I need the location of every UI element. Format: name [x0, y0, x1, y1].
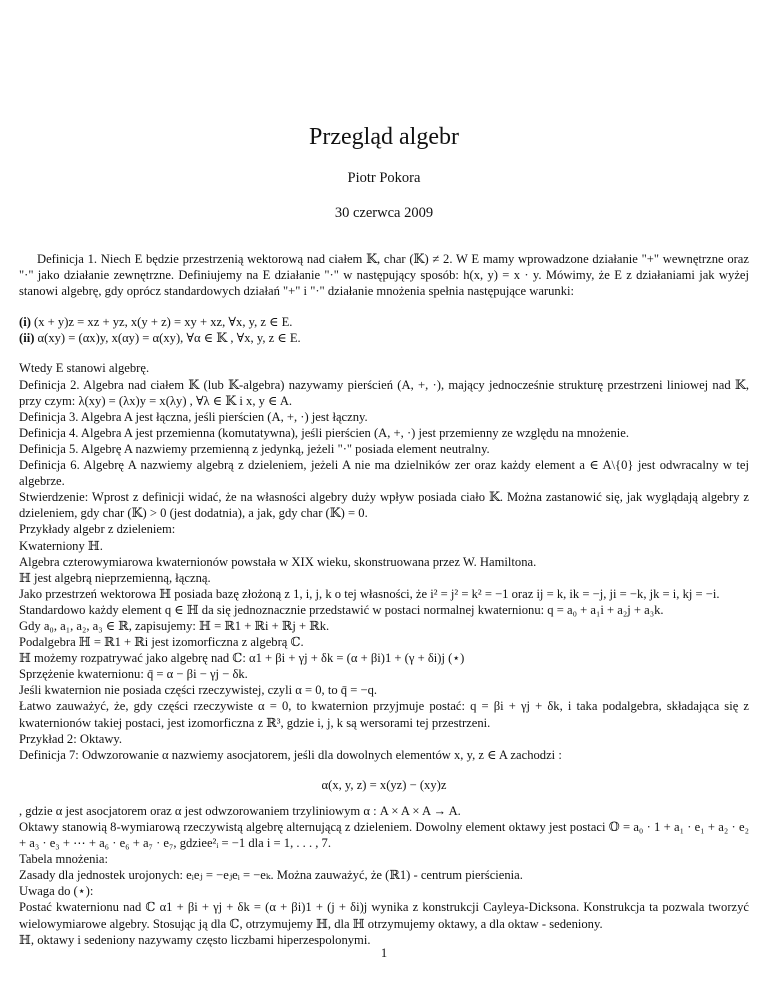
paragraph: ℍ, oktawy i sedeniony nazywamy często liczbami hiperzespolonymi. — [19, 932, 371, 947]
paragraph: Definicja 3. Algebra A jest łączna, jeśli pierścien (A, +, ·) jest łączny. — [19, 409, 368, 424]
paragraph: Jako przestrzeń wektorowa ℍ posiada bazę złożoną z 1, i, j, k o tej własności, że i² = j² = k² = −1 oraz ij = k, ik = −j, ji = −k, jk = i, kj = −i. — [19, 586, 720, 601]
paragraph: Definicja 6. Algebrę A nazwiemy algebrą z dzieleniem, jeżeli A nie ma dzielników zer oraz każdy element a ∈ A\{0} jest odwracalny w tej algebrze. — [19, 458, 749, 489]
paragraph: Łatwo zauważyć, że, gdy części rzeczywiste α = 0, to kwaternion przyjmuje postać: q = βi + γj + δk, i taka podalgebra, składająca się z kwaternionów takiej postaci, jest izomorficzna z ℝ³, gdzie i, j, k są wersorami tej przestrzeni. — [19, 699, 749, 730]
paragraph: Wtedy E stanowi algebrę. — [19, 361, 150, 376]
paragraph: Podalgebra ℍ = ℝ1 + ℝi jest izomorficzna z algebrą ℂ. — [19, 635, 304, 650]
intro-paragraph: Definicja 1. Niech E będzie przestrzenią wektorową nad ciałem 𝕂, char (𝕂) ≠ 2. W E mamy wprowadzone działanie "+" wewnętrzne oraz "·" jako działanie zewnętrzne. Definiujemy na E działanie "·" w następujący sposób: h(x, y) = x · y. Mówimy, że E z działaniami jak wyżej stanowi algebrę, gdy oprócz standardowych działań "+" i "·" działanie mnożenia spełnia następujące warunki: — [19, 252, 749, 299]
condition-item — [19, 330, 749, 346]
paragraph: Definicja 5. Algebrę A nazwiemy przemienną z jedynką, jeżeli "·" posiada element neutralny. — [19, 441, 490, 456]
condition-label: (i) — [19, 315, 31, 330]
paragraph: Jeśli kwaternion nie posiada części rzeczywistej, czyli α = 0, to q̄ = −q. — [19, 683, 378, 698]
paragraph: Definicja 4. Algebra A jest przemienna (komutatywna), jeśli pierścien (A, +, ·) jest przemienny ze względu na mnożenie. — [19, 425, 629, 440]
paragraph: Przykład 2: Oktawy. — [19, 731, 123, 746]
page-number: 1 — [380, 946, 388, 960]
date: 30 czerwca 2009 — [334, 205, 434, 221]
condition-text: α(xy) = (αx)y, x(αy) = α(xy), ∀α ∈ 𝕂 , ∀x, y, z ∈ E. — [34, 331, 301, 346]
condition-text: (x + y)z = xz + yz, x(y + z) = xy + xz, ∀x, y, z ∈ E. — [30, 315, 293, 330]
paragraph: Przykłady algebr z dzieleniem: — [19, 522, 176, 537]
author: Piotr Pokora — [347, 170, 421, 186]
paragraph: Tabela mnożenia: — [19, 852, 108, 867]
paragraph: Definicja 7: Odwzorowanie α nazwiemy asocjatorem, jeśli dla dowolnych elementów x, y, z ∈ A zachodzi : — [19, 747, 562, 762]
paragraph: Definicja 2. Algebra nad ciałem 𝕂 (lub 𝕂-algebra) nazywamy pierścień (A, +, ·), mający jednocześnie strukturę przestrzeni liniowej nad 𝕂, przy czym: λ(xy) = (λx)y = x(λy) , ∀λ ∈ 𝕂 i x, y ∈ A. — [19, 377, 749, 408]
page-title: Przegląd algebr — [309, 124, 459, 150]
paragraph: Postać kwaternionu nad ℂ α1 + βi + γj + δk = (α + βi)1 + (j + δi)j wynika z konstrukcji Cayleya-Dicksona. Konstrukcja ta pozwala tworzyć wielowymiarowe algebry. Stosując ją dla ℂ, otrzymujemy ℍ, dla ℍ otrzymujemy oktawy, a dla oktaw - sedeniony. — [19, 900, 749, 931]
paragraph: ℍ jest algebrą nieprzemienną, łączną. — [19, 570, 211, 585]
condition-item — [19, 314, 749, 330]
display-formula: α(x, y, z) = x(yz) − (xy)z — [321, 777, 447, 792]
paragraph: Zasady dla jednostek urojonych: eᵢeⱼ = −eⱼeᵢ = −eₖ. Można zauważyć, że (ℝ1) - centrum pierścienia. — [19, 868, 523, 883]
paragraph: Gdy a₀, a₁, a₂, a₃ ∈ ℝ, zapisujemy: ℍ = ℝ1 + ℝi + ℝj + ℝk. — [19, 618, 330, 633]
paragraph: Oktawy stanowią 8-wymiarową rzeczywistą algebrę alternującą z dzieleniem. Dowolny element oktawy jest postaci 𝕆 = a₀ · 1 + a₁ · e₁ + a₂ · e₂ + a₃ · e₃ + ⋯ + a₆ · e₆ + a₇ · e₇, gdziee²ᵢ = −1 dla i = 1, . . . , 7. — [19, 820, 749, 851]
document-body — [19, 251, 749, 948]
paragraph: Kwaterniony ℍ. — [19, 538, 103, 553]
paragraph: Stwierdzenie: Wprost z definicji widać, że na własności algebry duży wpływ posiada ciało 𝕂. Można zastanowić się, jak wyglądają algebry z dzieleniem, gdy char (𝕂) > 0 (jest dodatnia), a jak, gdy char (𝕂) = 0. — [19, 490, 749, 521]
paragraph: Uwaga do (⋆): — [19, 884, 94, 899]
paragraph: Algebra czterowymiarowa kwaternionów powstała w XIX wieku, skonstruowana przez W. Hamiltona. — [19, 554, 537, 569]
paragraph: Standardowo każdy element q ∈ ℍ da się jednoznacznie przedstawić w postaci normalnej kwaternionu: q = a₀ + a₁i + a₂j + a₃k. — [19, 602, 664, 617]
paragraph: Sprzężenie kwaternionu: q̄ = α − βi − γj − δk. — [19, 667, 248, 682]
paragraph: , gdzie α jest asocjatorem oraz α jest odwzorowaniem trzyliniowym α : A × A × A → A. — [19, 803, 461, 818]
paragraph: ℍ możemy rozpatrywać jako algebrę nad ℂ: α1 + βi + γj + δk = (α + βi)1 + (γ + δi)j (⋆) — [19, 651, 465, 666]
condition-label: (ii) — [19, 331, 35, 346]
